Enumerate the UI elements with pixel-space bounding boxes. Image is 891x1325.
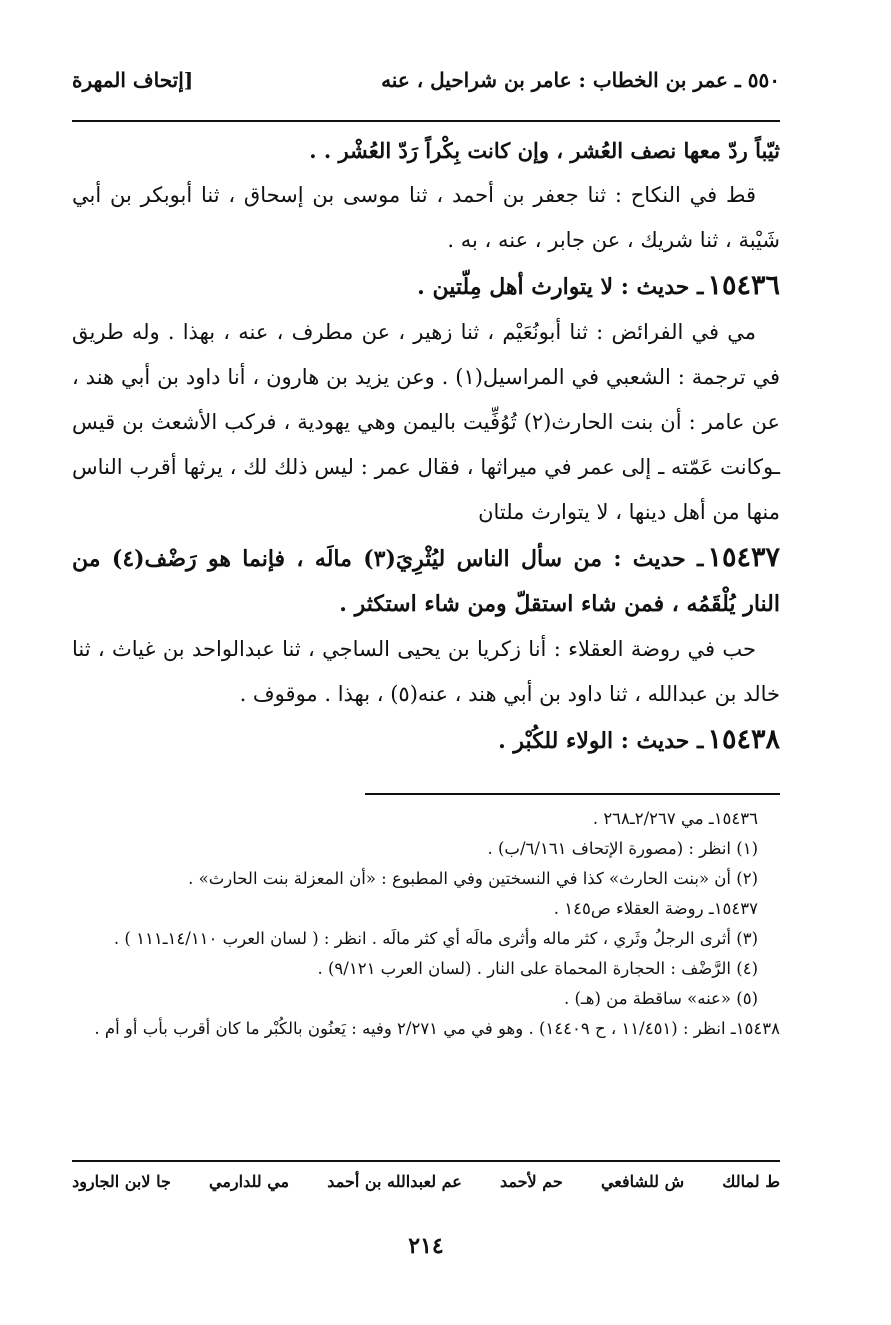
main-text	[72, 128, 780, 764]
hadith-text-15436: ـ حديث : لا يتوارث أهل مِلّتين .	[417, 274, 704, 300]
abbreviation-item: مي للدارمي	[209, 1172, 290, 1191]
footnotes	[72, 804, 780, 1044]
paragraph-source-2-text: مي في الفرائض : ثنا أبونُعَيْم ، ثنا زهير ، عن مطرف ، عنه ، بهذا . وله طريق في ترجمة : الشعبي في المراسيل(١) . وعن يزيد بن هارون ، أنا داود بن أبي هند ، عن عامر : أن بنت الحارث(٢) تُوُفِّيت باليمن وهي يهودية ، فركب الأشعث بن قيس ـوكانت عَمّته ـ إلى عمر في ميراثها ، فقال عمر : ليس ذلك لك ، يرثها أقرب الناس منها من أهل دينها ، لا يتوارث ملتان	[72, 320, 780, 524]
hadith-number-15438: ١٥٤٣٨	[707, 724, 780, 755]
hadith-15438	[72, 717, 780, 764]
footnote: (٣) أثرى الرجلُ وثَري ، كثر ماله وأثرى مالَه أي كثر مالَه . انظر : ( لسان العرب ١٤/١١٠ـ١١١ ) .	[113, 929, 758, 948]
footnote: (٤) الرَّضْف : الحجارة المحماة على النار . (لسان العرب ٩/١٢١) .	[317, 959, 758, 978]
footnote: ١٥٤٣٨ـ انظر : (١١/٤٥١ ، ح ١٤٤٠٩) . وهو في مي ٢/٢٧١ وفيه : يَعنُون بالكُبْر ما كان أقرب بأب أو أم .	[94, 1019, 780, 1038]
header-rule	[72, 120, 780, 122]
footnote: (٢) أن «بنت الحارث» كذا في النسختين وفي المطبوع : «أن المعزلة بنت الحارث» .	[188, 869, 758, 888]
hadith-15436	[72, 263, 780, 310]
footnote: (٥) «عنه» ساقطة من (هـ) .	[563, 989, 758, 1008]
footnote: ١٥٤٣٧ـ روضة العقلاء ص١٤٥ .	[553, 899, 758, 918]
page-number: ٢١٤	[408, 1233, 444, 1259]
abbreviations-key	[72, 1172, 780, 1191]
footnote: (١) انظر : (مصورة الإتحاف ٦/١٦١/ب) .	[487, 839, 758, 858]
abbreviation-item: حم لأحمد	[500, 1172, 563, 1191]
header-title: ٥٥٠ ـ عمر بن الخطاب : عامر بن شراحيل ، عنه	[381, 68, 780, 92]
abbreviation-item: ش للشافعي	[600, 1172, 685, 1191]
footnote: ١٥٤٣٦ـ مي ٢/٢٦٧ـ٢٦٨ .	[592, 809, 758, 828]
abbreviation-item: جا لابن الجارود	[72, 1172, 171, 1191]
paragraph-source-2	[72, 310, 780, 535]
paragraph-source-1: قط في النكاح : ثنا جعفر بن أحمد ، ثنا موسى بن إسحاق ، ثنا أبوبكر بن أبي شَيْبة ، ثنا شريك ، عن جابر ، عنه ، به .	[72, 183, 780, 252]
hadith-text-15437: ـ حديث : من سأل الناس ليُثْرِيَ(٣) مالَه ، فإنما هو رَضْف(٤) من النار يُلْقَمُه ، فمن شاء استقلّ ومن شاء استكثر .	[72, 546, 780, 617]
running-header	[72, 68, 780, 104]
header-book-title: [إتحاف المهرة	[72, 68, 194, 92]
hadith-15437	[72, 535, 780, 627]
paragraph-continuation: ثيّباً ردّ معها نصف العُشر ، وإن كانت بِكْراً رَدّ العُشْر . .	[309, 138, 780, 163]
hadith-number-15436: ١٥٤٣٦	[707, 270, 780, 301]
paragraph-source-3: حب في روضة العقلاء : أنا زكريا بن يحيى الساجي ، ثنا عبدالواحد بن غياث ، ثنا خالد بن عبدالله ، ثنا داود بن أبي هند ، عنه(٥) ، بهذا . موقوف .	[72, 637, 780, 706]
footnote-rule	[365, 793, 780, 795]
abbreviation-item: ط لمالك	[722, 1172, 780, 1191]
abbreviation-item: عم لعبدالله بن أحمد	[327, 1172, 462, 1191]
hadith-text-15438: ـ حديث : الولاء للكُبْر .	[498, 728, 704, 754]
hadith-number-15437: ١٥٤٣٧	[707, 542, 781, 573]
abbreviations-rule	[72, 1160, 780, 1162]
